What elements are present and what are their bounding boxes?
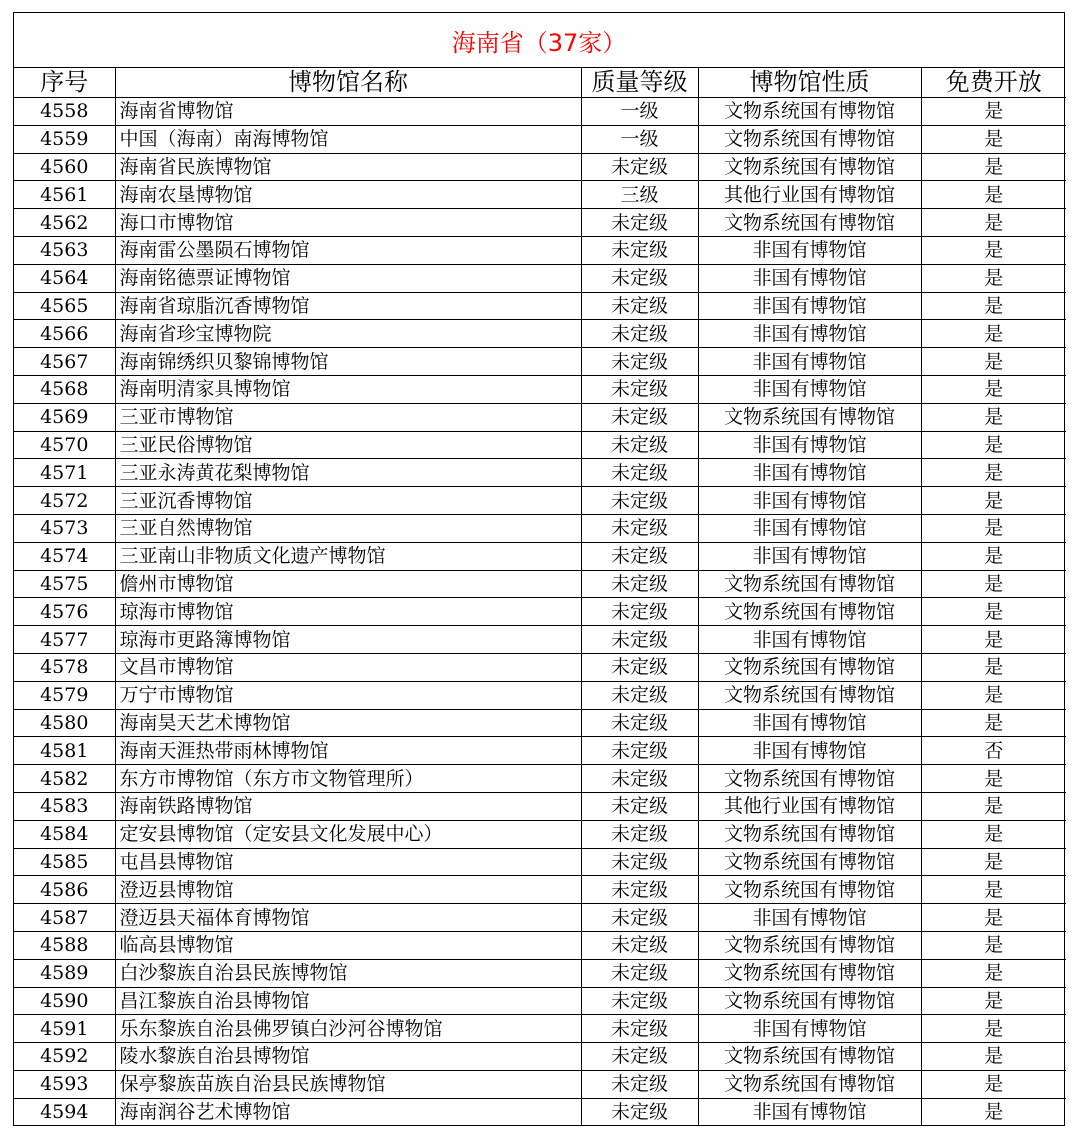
cell-quality-level: 未定级 (581, 348, 698, 376)
cell-no: 4567 (14, 348, 115, 376)
cell-museum-type: 非国有博物馆 (698, 375, 921, 403)
cell-quality-level: 未定级 (581, 792, 698, 820)
cell-no: 4577 (14, 626, 115, 654)
cell-museum-name: 海南农垦博物馆 (115, 181, 581, 209)
cell-museum-type: 非国有博物馆 (698, 1015, 921, 1043)
cell-museum-name: 三亚自然博物馆 (115, 514, 581, 542)
cell-quality-level: 未定级 (581, 987, 698, 1015)
cell-no: 4566 (14, 320, 115, 348)
cell-no: 4559 (14, 125, 115, 153)
cell-no: 4576 (14, 598, 115, 626)
cell-quality-level: 未定级 (581, 570, 698, 598)
cell-free-open: 是 (921, 98, 1066, 126)
cell-museum-type: 文物系统国有博物馆 (698, 765, 921, 793)
table-row (14, 987, 1066, 1015)
cell-museum-name: 万宁市博物馆 (115, 681, 581, 709)
cell-free-open: 是 (921, 765, 1066, 793)
table-row (14, 792, 1066, 820)
cell-quality-level: 未定级 (581, 931, 698, 959)
cell-free-open: 是 (921, 820, 1066, 848)
table-row (14, 153, 1066, 181)
table-row (14, 904, 1066, 932)
cell-free-open: 否 (921, 737, 1066, 765)
table-row (14, 959, 1066, 987)
cell-quality-level: 一级 (581, 125, 698, 153)
cell-no: 4565 (14, 292, 115, 320)
cell-no: 4588 (14, 931, 115, 959)
cell-museum-name: 琼海市更路簿博物馆 (115, 626, 581, 654)
table-row (14, 820, 1066, 848)
cell-museum-name: 保亭黎族苗族自治县民族博物馆 (115, 1070, 581, 1098)
cell-museum-type: 非国有博物馆 (698, 709, 921, 737)
cell-museum-name: 中国（海南）南海博物馆 (115, 125, 581, 153)
cell-free-open: 是 (921, 987, 1066, 1015)
cell-quality-level: 未定级 (581, 542, 698, 570)
cell-quality-level: 未定级 (581, 820, 698, 848)
cell-no: 4574 (14, 542, 115, 570)
cell-no: 4587 (14, 904, 115, 932)
cell-museum-name: 文昌市博物馆 (115, 653, 581, 681)
cell-no: 4580 (14, 709, 115, 737)
cell-no: 4573 (14, 514, 115, 542)
cell-free-open: 是 (921, 709, 1066, 737)
cell-quality-level: 未定级 (581, 626, 698, 654)
cell-free-open: 是 (921, 598, 1066, 626)
cell-no: 4575 (14, 570, 115, 598)
cell-museum-name: 白沙黎族自治县民族博物馆 (115, 959, 581, 987)
museum-list-sheet (13, 12, 1065, 1126)
cell-no: 4581 (14, 737, 115, 765)
table-row (14, 931, 1066, 959)
cell-free-open: 是 (921, 403, 1066, 431)
cell-museum-type: 非国有博物馆 (698, 459, 921, 487)
cell-no: 4560 (14, 153, 115, 181)
cell-museum-name: 海南省民族博物馆 (115, 153, 581, 181)
table-row (14, 570, 1066, 598)
cell-museum-type: 非国有博物馆 (698, 236, 921, 264)
cell-museum-name: 三亚南山非物质文化遗产博物馆 (115, 542, 581, 570)
cell-museum-name: 三亚永涛黄花梨博物馆 (115, 459, 581, 487)
cell-museum-type: 其他行业国有博物馆 (698, 181, 921, 209)
cell-free-open: 是 (921, 904, 1066, 932)
cell-quality-level: 三级 (581, 181, 698, 209)
header-name: 博物馆名称 (115, 68, 581, 98)
table-row (14, 431, 1066, 459)
table-row (14, 514, 1066, 542)
cell-no: 4585 (14, 848, 115, 876)
cell-no: 4579 (14, 681, 115, 709)
cell-quality-level: 未定级 (581, 1043, 698, 1071)
cell-no: 4589 (14, 959, 115, 987)
cell-free-open: 是 (921, 236, 1066, 264)
cell-museum-name: 海南铁路博物馆 (115, 792, 581, 820)
cell-no: 4584 (14, 820, 115, 848)
cell-museum-name: 儋州市博物馆 (115, 570, 581, 598)
cell-museum-type: 文物系统国有博物馆 (698, 598, 921, 626)
cell-free-open: 是 (921, 125, 1066, 153)
cell-no: 4592 (14, 1043, 115, 1071)
table-row (14, 542, 1066, 570)
cell-museum-name: 定安县博物馆（定安县文化发展中心） (115, 820, 581, 848)
cell-quality-level: 未定级 (581, 737, 698, 765)
cell-museum-name: 海南润谷艺术博物馆 (115, 1098, 581, 1125)
cell-museum-type: 非国有博物馆 (698, 487, 921, 515)
table-row (14, 681, 1066, 709)
cell-free-open: 是 (921, 1015, 1066, 1043)
cell-museum-type: 文物系统国有博物馆 (698, 209, 921, 237)
cell-free-open: 是 (921, 487, 1066, 515)
cell-quality-level: 未定级 (581, 403, 698, 431)
table-row (14, 264, 1066, 292)
cell-no: 4594 (14, 1098, 115, 1125)
cell-free-open: 是 (921, 681, 1066, 709)
cell-museum-name: 三亚民俗博物馆 (115, 431, 581, 459)
cell-no: 4586 (14, 876, 115, 904)
cell-quality-level: 未定级 (581, 292, 698, 320)
cell-quality-level: 未定级 (581, 459, 698, 487)
table-row (14, 1070, 1066, 1098)
cell-free-open: 是 (921, 181, 1066, 209)
cell-quality-level: 未定级 (581, 236, 698, 264)
table-row (14, 98, 1066, 126)
cell-free-open: 是 (921, 792, 1066, 820)
cell-museum-type: 非国有博物馆 (698, 292, 921, 320)
table-row (14, 459, 1066, 487)
cell-museum-type: 文物系统国有博物馆 (698, 681, 921, 709)
cell-museum-type: 文物系统国有博物馆 (698, 125, 921, 153)
cell-quality-level: 未定级 (581, 1070, 698, 1098)
cell-museum-type: 非国有博物馆 (698, 264, 921, 292)
cell-museum-type: 文物系统国有博物馆 (698, 987, 921, 1015)
cell-museum-name: 海南铭德票证博物馆 (115, 264, 581, 292)
cell-no: 4572 (14, 487, 115, 515)
cell-free-open: 是 (921, 320, 1066, 348)
cell-museum-type: 文物系统国有博物馆 (698, 653, 921, 681)
table-row (14, 848, 1066, 876)
cell-no: 4571 (14, 459, 115, 487)
table-row (14, 181, 1066, 209)
cell-museum-name: 澄迈县博物馆 (115, 876, 581, 904)
cell-museum-type: 文物系统国有博物馆 (698, 1043, 921, 1071)
cell-quality-level: 未定级 (581, 848, 698, 876)
cell-free-open: 是 (921, 1043, 1066, 1071)
cell-free-open: 是 (921, 876, 1066, 904)
table-row (14, 709, 1066, 737)
cell-quality-level: 未定级 (581, 904, 698, 932)
cell-no: 4562 (14, 209, 115, 237)
header-row (14, 68, 1066, 98)
table-row (14, 876, 1066, 904)
cell-quality-level: 未定级 (581, 598, 698, 626)
table-row (14, 403, 1066, 431)
table-row (14, 125, 1066, 153)
cell-free-open: 是 (921, 292, 1066, 320)
cell-museum-type: 非国有博物馆 (698, 431, 921, 459)
cell-quality-level: 未定级 (581, 653, 698, 681)
cell-no: 4590 (14, 987, 115, 1015)
cell-quality-level: 未定级 (581, 264, 698, 292)
cell-quality-level: 未定级 (581, 876, 698, 904)
cell-no: 4564 (14, 264, 115, 292)
table-row (14, 765, 1066, 793)
cell-free-open: 是 (921, 153, 1066, 181)
cell-museum-name: 琼海市博物馆 (115, 598, 581, 626)
cell-no: 4583 (14, 792, 115, 820)
cell-museum-type: 非国有博物馆 (698, 542, 921, 570)
cell-free-open: 是 (921, 570, 1066, 598)
table-row (14, 487, 1066, 515)
cell-museum-type: 其他行业国有博物馆 (698, 792, 921, 820)
table-row (14, 1098, 1066, 1125)
cell-free-open: 是 (921, 348, 1066, 376)
cell-no: 4558 (14, 98, 115, 126)
cell-quality-level: 未定级 (581, 709, 698, 737)
cell-museum-type: 非国有博物馆 (698, 320, 921, 348)
cell-museum-type: 文物系统国有博物馆 (698, 876, 921, 904)
cell-no: 4591 (14, 1015, 115, 1043)
cell-museum-type: 文物系统国有博物馆 (698, 820, 921, 848)
cell-quality-level: 未定级 (581, 487, 698, 515)
header-no: 序号 (14, 68, 115, 98)
cell-quality-level: 未定级 (581, 1098, 698, 1125)
cell-museum-name: 海南雷公墨陨石博物馆 (115, 236, 581, 264)
cell-museum-name: 昌江黎族自治县博物馆 (115, 987, 581, 1015)
cell-quality-level: 未定级 (581, 681, 698, 709)
cell-free-open: 是 (921, 459, 1066, 487)
cell-museum-type: 非国有博物馆 (698, 626, 921, 654)
cell-museum-name: 海南省琼脂沉香博物馆 (115, 292, 581, 320)
table-row (14, 653, 1066, 681)
cell-free-open: 是 (921, 626, 1066, 654)
cell-museum-name: 海口市博物馆 (115, 209, 581, 237)
table-row (14, 375, 1066, 403)
cell-museum-name: 临高县博物馆 (115, 931, 581, 959)
table-row (14, 1015, 1066, 1043)
cell-museum-type: 非国有博物馆 (698, 1098, 921, 1125)
cell-museum-name: 海南锦绣织贝黎锦博物馆 (115, 348, 581, 376)
cell-no: 4593 (14, 1070, 115, 1098)
table-row (14, 236, 1066, 264)
cell-quality-level: 未定级 (581, 514, 698, 542)
cell-museum-type: 文物系统国有博物馆 (698, 1070, 921, 1098)
header-level: 质量等级 (581, 68, 698, 98)
cell-free-open: 是 (921, 431, 1066, 459)
cell-museum-name: 三亚沉香博物馆 (115, 487, 581, 515)
cell-no: 4578 (14, 653, 115, 681)
cell-museum-name: 海南省博物馆 (115, 98, 581, 126)
cell-no: 4568 (14, 375, 115, 403)
cell-quality-level: 一级 (581, 98, 698, 126)
cell-quality-level: 未定级 (581, 765, 698, 793)
table-row (14, 209, 1066, 237)
table-row (14, 348, 1066, 376)
cell-free-open: 是 (921, 375, 1066, 403)
table-row (14, 598, 1066, 626)
cell-no: 4569 (14, 403, 115, 431)
cell-no: 4561 (14, 181, 115, 209)
cell-museum-type: 文物系统国有博物馆 (698, 931, 921, 959)
cell-museum-type: 文物系统国有博物馆 (698, 153, 921, 181)
cell-free-open: 是 (921, 264, 1066, 292)
cell-museum-type: 文物系统国有博物馆 (698, 570, 921, 598)
cell-free-open: 是 (921, 1098, 1066, 1125)
header-free: 免费开放 (921, 68, 1066, 98)
cell-no: 4582 (14, 765, 115, 793)
cell-quality-level: 未定级 (581, 153, 698, 181)
cell-free-open: 是 (921, 931, 1066, 959)
cell-museum-type: 文物系统国有博物馆 (698, 98, 921, 126)
table-row (14, 626, 1066, 654)
cell-museum-type: 文物系统国有博物馆 (698, 959, 921, 987)
cell-museum-type: 非国有博物馆 (698, 348, 921, 376)
cell-free-open: 是 (921, 209, 1066, 237)
cell-free-open: 是 (921, 542, 1066, 570)
cell-quality-level: 未定级 (581, 431, 698, 459)
cell-free-open: 是 (921, 1070, 1066, 1098)
cell-free-open: 是 (921, 959, 1066, 987)
cell-museum-name: 海南天涯热带雨林博物馆 (115, 737, 581, 765)
cell-no: 4563 (14, 236, 115, 264)
cell-museum-name: 三亚市博物馆 (115, 403, 581, 431)
cell-quality-level: 未定级 (581, 959, 698, 987)
cell-museum-name: 海南昊天艺术博物馆 (115, 709, 581, 737)
cell-free-open: 是 (921, 653, 1066, 681)
table-row (14, 1043, 1066, 1071)
cell-museum-name: 海南明清家具博物馆 (115, 375, 581, 403)
cell-no: 4570 (14, 431, 115, 459)
cell-museum-name: 陵水黎族自治县博物馆 (115, 1043, 581, 1071)
cell-museum-name: 澄迈县天福体育博物馆 (115, 904, 581, 932)
cell-free-open: 是 (921, 848, 1066, 876)
cell-museum-type: 非国有博物馆 (698, 904, 921, 932)
cell-museum-type: 非国有博物馆 (698, 514, 921, 542)
sheet-title: 海南省（37家） (14, 13, 1064, 68)
cell-quality-level: 未定级 (581, 209, 698, 237)
table-row (14, 320, 1066, 348)
cell-museum-name: 乐东黎族自治县佛罗镇白沙河谷博物馆 (115, 1015, 581, 1043)
cell-quality-level: 未定级 (581, 1015, 698, 1043)
cell-museum-type: 非国有博物馆 (698, 737, 921, 765)
cell-quality-level: 未定级 (581, 375, 698, 403)
cell-museum-type: 文物系统国有博物馆 (698, 848, 921, 876)
header-type: 博物馆性质 (698, 68, 921, 98)
cell-museum-name: 东方市博物馆（东方市文物管理所） (115, 765, 581, 793)
table-row (14, 737, 1066, 765)
cell-museum-name: 屯昌县博物馆 (115, 848, 581, 876)
cell-museum-name: 海南省珍宝博物院 (115, 320, 581, 348)
table-row (14, 292, 1066, 320)
cell-museum-type: 文物系统国有博物馆 (698, 403, 921, 431)
cell-free-open: 是 (921, 514, 1066, 542)
cell-quality-level: 未定级 (581, 320, 698, 348)
museum-table (14, 68, 1066, 1125)
